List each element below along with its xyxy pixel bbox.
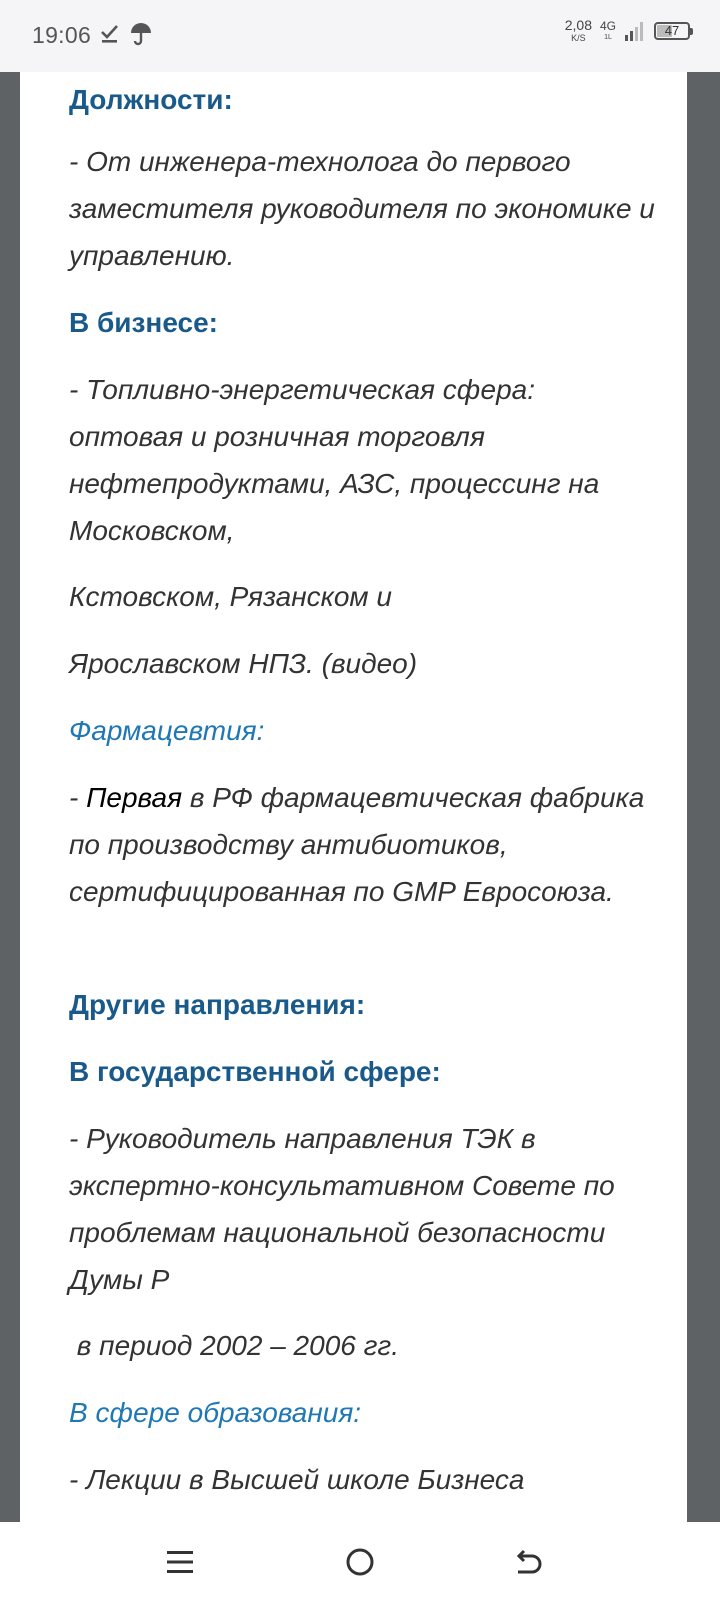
back-icon	[514, 1547, 546, 1577]
home-circle-icon	[344, 1546, 376, 1578]
state-text: - Руководитель направления ТЭК в экспертно-консультативном Совете по проблемам национальной безопасности Думы Р	[69, 1123, 615, 1295]
network-type: 4G 1L	[599, 19, 616, 41]
education-text: - Лекции в Высшей школе Бизнеса	[69, 1464, 525, 1495]
recent-apps-button[interactable]	[160, 1542, 200, 1582]
navigation-bar	[0, 1522, 720, 1600]
state-period: в период 2002 – 2006 гг.	[69, 1330, 400, 1361]
status-time: 19:06	[32, 22, 92, 48]
status-indicators	[565, 18, 690, 43]
download-done-icon	[100, 23, 120, 45]
other-heading: Другие направления:	[69, 989, 366, 1020]
pharma-heading: Фармацевтия:	[69, 715, 265, 746]
network-speed: 2,08 K/S	[564, 17, 592, 43]
business-heading: В бизнесе:	[69, 307, 219, 338]
pharma-first-word: Первая	[86, 782, 183, 813]
positions-text: - От инженера-технолога до первого заместителя руководителя по экономике и управлению.	[69, 146, 655, 271]
business-text-2: Кстовском, Рязанском и	[69, 581, 392, 612]
pharma-text: - Первая в РФ фармацевтическая фабрика по производству антибиотиков, сертифицированная по GMP Евросоюза.	[69, 782, 645, 907]
education-heading: В сфере образования:	[69, 1397, 362, 1428]
home-button[interactable]	[340, 1542, 380, 1582]
positions-heading: Должности:	[69, 84, 233, 115]
status-bar	[0, 0, 720, 72]
business-text-3: Ярославском НПЗ. (видео)	[69, 648, 418, 679]
back-button[interactable]	[510, 1542, 550, 1582]
state-heading: В государственной сфере:	[69, 1056, 441, 1087]
menu-icon	[165, 1548, 195, 1576]
signal-icon	[624, 20, 646, 42]
battery-icon: 47	[654, 22, 690, 40]
notification-icons	[100, 22, 152, 46]
business-text: - Топливно-энергетическая сфера: оптовая и розничная торговля нефтепродуктами, АЗС, процессинг на Московском,	[69, 374, 600, 546]
article-card	[20, 72, 687, 1522]
umbrella-icon	[130, 22, 152, 46]
